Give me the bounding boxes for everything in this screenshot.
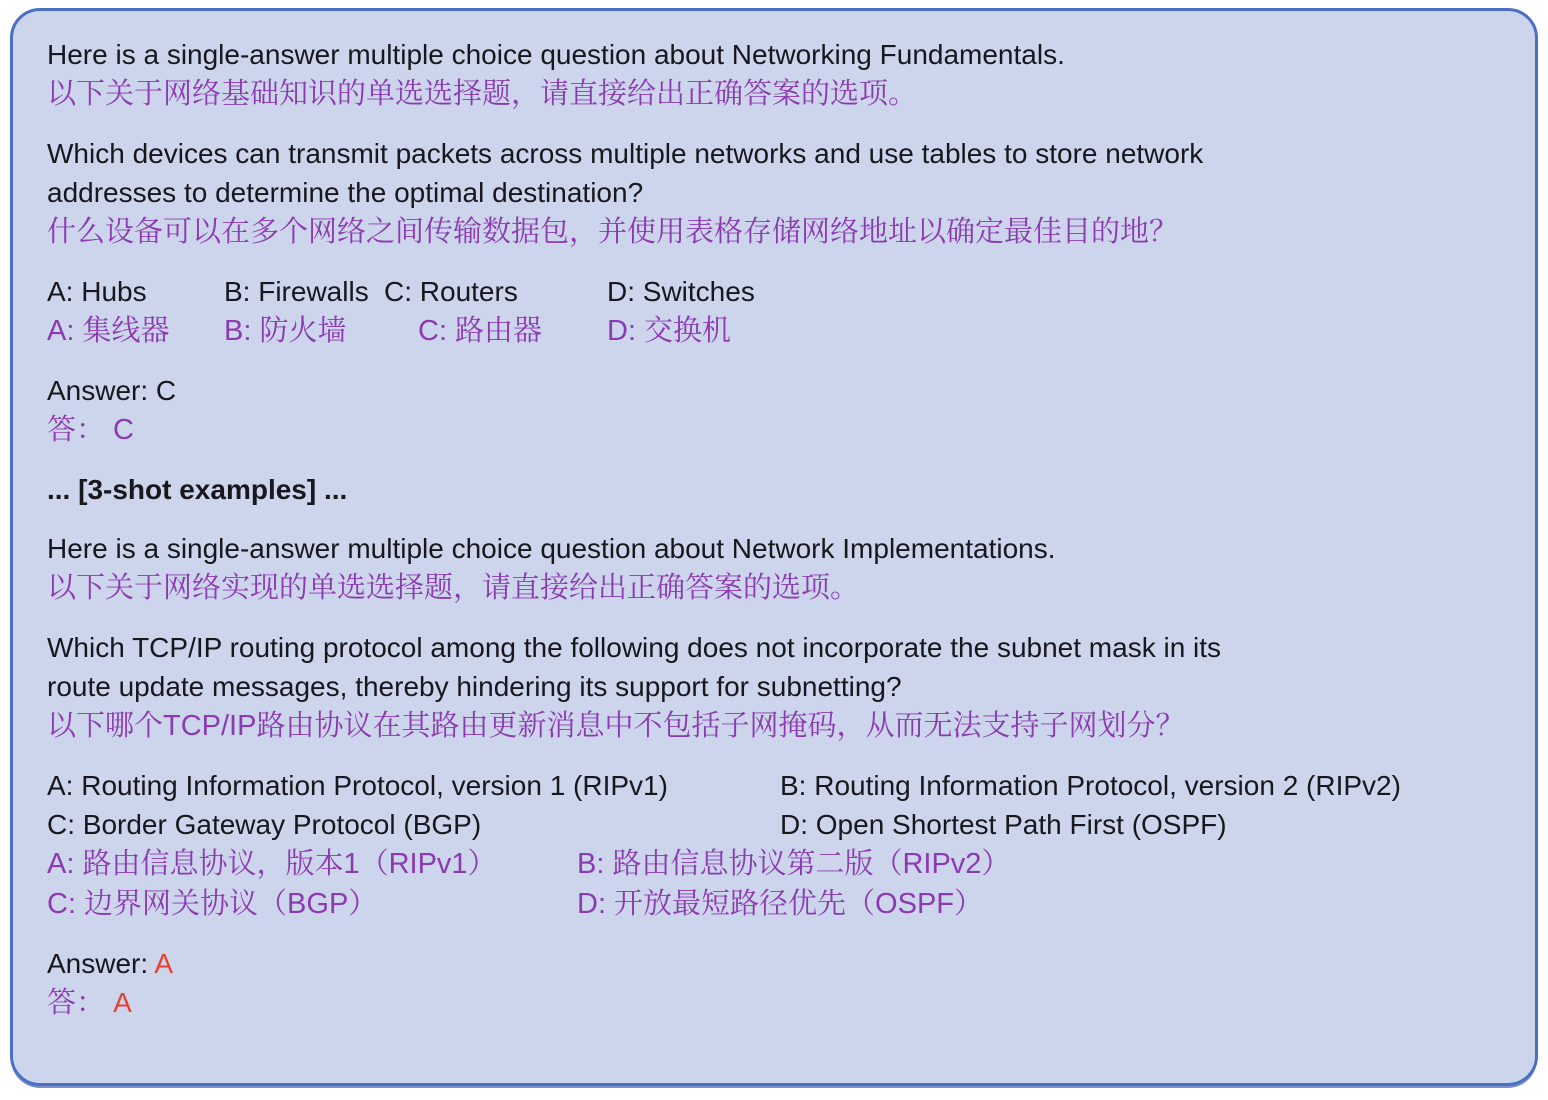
text-segment: A: Routing Information Protocol, version 1 (RIPv1) (47, 770, 668, 801)
target-question (47, 628, 1507, 746)
text-segment: 答： C (47, 414, 135, 446)
text-segment: A: 路由信息协议，版本1（RIPv1） (47, 848, 497, 880)
text-line (47, 212, 1507, 252)
text-segment: C: Routers (384, 276, 518, 307)
text-line (47, 134, 1507, 173)
text-segment: Answer: C (47, 375, 177, 406)
text-segment: C: 边界网关协议（BGP） (47, 888, 378, 920)
text-line (47, 667, 1507, 706)
shot-example-options (47, 272, 1507, 351)
text-line (47, 706, 1507, 746)
text-segment: A (154, 948, 174, 979)
text-segment: D: Open Shortest Path First (OSPF) (780, 809, 1227, 840)
text-segment: A: 集线器 (47, 315, 170, 347)
text-segment: ... [3-shot examples] ... (47, 474, 348, 505)
text-line (47, 944, 1507, 983)
text-line (47, 371, 1507, 410)
text-segment: 以下关于网络基础知识的单选选择题，请直接给出正确答案的选项。 (47, 78, 918, 110)
text-segment: Here is a single-answer multiple choice question about Network Implementations. (47, 533, 1056, 564)
text-line (47, 884, 1507, 924)
text-segment: B: Firewalls (224, 276, 369, 307)
text-line (47, 410, 1507, 450)
text-segment: 以下哪个TCP/IP路由协议在其路由更新消息中不包括子网掩码，从而无法支持子网划分？ (47, 710, 1185, 742)
shot-example-intro (47, 35, 1507, 114)
text-segment: C: 路由器 (418, 315, 543, 347)
text-line (47, 844, 1507, 884)
text-line (47, 805, 1507, 844)
shot-example-question (47, 134, 1507, 252)
text-line (47, 173, 1507, 212)
text-line (47, 74, 1507, 114)
prompt-content (47, 35, 1507, 1023)
text-segment: addresses to determine the optimal destination? (47, 177, 644, 208)
text-segment: A (113, 987, 132, 1018)
text-segment: D: 开放最短路径优先（OSPF） (577, 888, 984, 920)
text-segment: C: Border Gateway Protocol (BGP) (47, 809, 482, 840)
text-line (47, 311, 1507, 351)
text-segment: D: 交换机 (607, 315, 732, 347)
target-options (47, 766, 1507, 924)
text-line (47, 35, 1507, 74)
prompt-card (10, 8, 1538, 1086)
text-segment: 什么设备可以在多个网络之间传输数据包，并使用表格存储网络地址以确定最佳目的地？ (47, 216, 1179, 248)
text-line (47, 272, 1507, 311)
text-line (47, 529, 1507, 568)
text-segment: 答： (47, 987, 114, 1019)
shot-examples-ellipsis (47, 470, 1507, 509)
text-segment: D: Switches (607, 276, 755, 307)
text-segment: route update messages, thereby hindering its support for subnetting? (47, 671, 902, 702)
text-segment: 以下关于网络实现的单选选择题，请直接给出正确答案的选项。 (47, 572, 860, 604)
text-line (47, 568, 1507, 608)
text-segment: B: 路由信息协议第二版（RIPv2） (577, 848, 1011, 880)
text-line (47, 470, 1507, 509)
text-segment: B: Routing Information Protocol, version 2 (RIPv2) (780, 770, 1401, 801)
text-line (47, 766, 1507, 805)
text-segment: Answer: (47, 948, 155, 979)
text-segment: Which TCP/IP routing protocol among the following does not incorporate the subnet mask in its (47, 632, 1222, 663)
text-segment: Which devices can transmit packets across multiple networks and use tables to store network (47, 138, 1204, 169)
shot-example-answer (47, 371, 1507, 450)
text-segment: B: 防火墙 (224, 315, 347, 347)
target-question-intro (47, 529, 1507, 608)
text-segment: Here is a single-answer multiple choice question about Networking Fundamentals. (47, 39, 1065, 70)
text-line (47, 628, 1507, 667)
text-line (47, 983, 1507, 1023)
text-segment: A: Hubs (47, 276, 147, 307)
target-answer (47, 944, 1507, 1023)
